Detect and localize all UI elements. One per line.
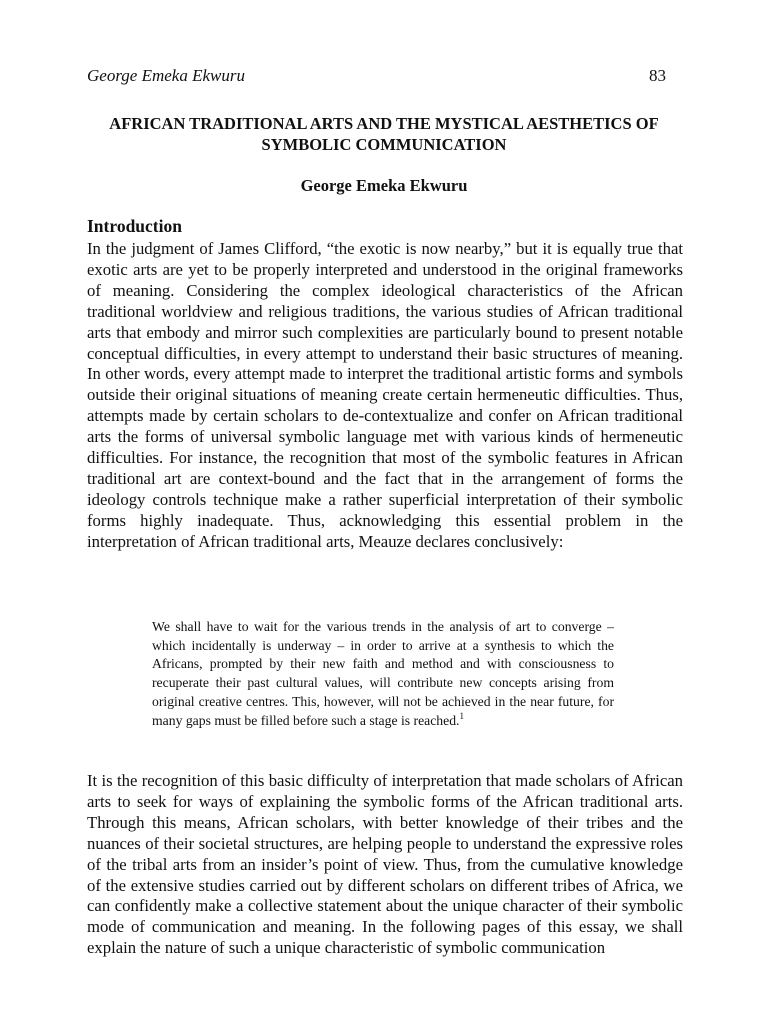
article-author: George Emeka Ekwuru: [300, 176, 468, 195]
page-number: 83: [649, 66, 666, 85]
paragraph-1: In the judgment of James Clifford, “the exotic is now nearby,” but it is equally true that exotic arts are yet to be properly interpreted and understood in the original frameworks of meaning. Considering the complex ideological characteristics of the African traditional worldview and religious traditions, the various studies of African traditional arts that embody and mirror such complexities are particularly bound to present notable conceptual difficulties, in every attempt to understand their basic structures of meaning. In other words, every attempt made to interpret the traditional artistic forms and symbols outside their original situations of meaning create certain hermeneutic difficulties. Thus, attempts made by certain scholars to de-contextualize and confer on African traditional arts the forms of universal symbolic language met with various kinds of hermeneutic difficulties. For instance, the recognition that most of the symbolic features in African traditional art are context-bound and the fact that in the arrangement of forms the ideology controls technique make a rather superficial interpretation of their symbolic forms highly inadequate. Thus, acknowledging this essential problem in the interpretation of African traditional arts, Meauze declares conclusively:: [87, 239, 683, 551]
running-head-author: George Emeka Ekwuru: [87, 66, 245, 85]
article-title: AFRICAN TRADITIONAL ARTS AND THE MYSTICAL AESTHETICS OF SYMBOLIC COMMUNICATION: [109, 114, 659, 154]
section-heading-introduction: Introduction: [87, 216, 182, 236]
footnote-reference[interactable]: 1: [459, 710, 464, 721]
paragraph-2: It is the recognition of this basic difficulty of interpretation that made scholars of African arts to seek for ways of explaining the symbolic forms of the African traditional arts. Through this means, African scholars, with better knowledge of their tribes and the nuances of their societal structures, are helping people to understand the expressive roles of the tribal arts from an insider’s point of view. Thus, from the cumulative knowledge of the extensive studies carried out by different scholars on different tribes of Africa, we can confidently make a collective statement about the unique character of their symbolic mode of communication and meaning. In the following pages of this essay, we shall explain the nature of such a unique characteristic of symbolic communication: [87, 771, 683, 958]
block-quote-text: We shall have to wait for the various trends in the analysis of art to converge – which incidentally is underway – in order to arrive at a synthesis to which the Africans, prompted by their new faith and method and with consciousness to recuperate their past cultural values, will contribute new concepts arising from original creative centres. This, however, will not be achieved in the near future, for many gaps must be filled before such a stage is reached.: [152, 619, 614, 728]
running-header: [87, 66, 666, 86]
block-quote: [152, 618, 614, 730]
